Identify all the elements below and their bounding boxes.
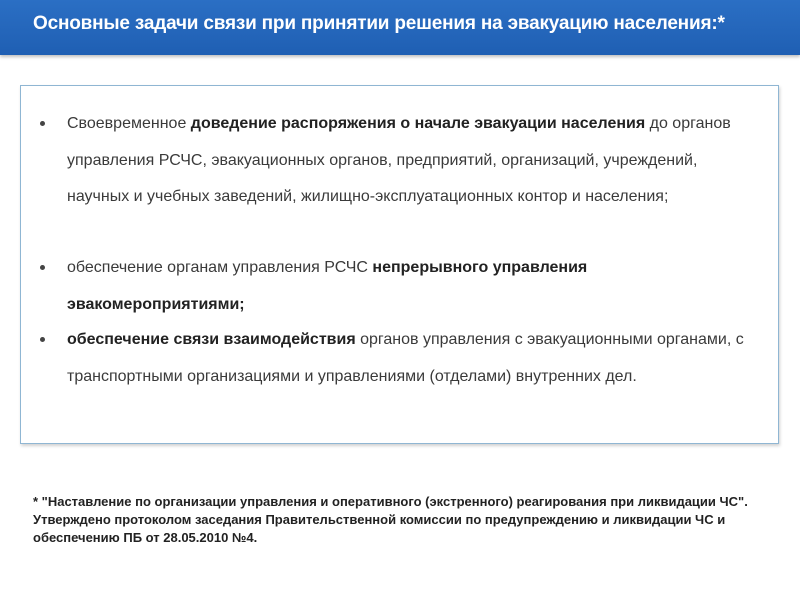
tasks-box <box>20 85 779 444</box>
task-text-2 <box>67 250 762 323</box>
footnote: * "Наставление по организации управления и оперативного (экстренного) реагирования при ликвидации ЧС". Утверждено протоколом заседания Правительственной комиссии по предупреждению и ликвидации ЧС и обеспечению ПБ от 28.05.2010 №4. <box>33 494 748 545</box>
task-1-pre: Своевременное <box>67 115 191 132</box>
task-3-bold: обеспечение связи взаимодействия <box>67 331 356 348</box>
slide-header <box>0 0 800 55</box>
task-1-post: до органов управления РСЧС, эвакуационных органов, предприятий, организаций, учреждений, научных и учебных заведений, жилищно-эксплуатационных контор и населения; <box>67 115 731 205</box>
task-text-1 <box>67 106 762 216</box>
task-2-pre: обеспечение органам управления РСЧС <box>67 259 373 276</box>
slide-title: Основные задачи связи при принятии решения на эвакуацию населения:* <box>33 13 725 34</box>
task-2-bold: непрерывного управления эвакомероприятиями; <box>67 259 588 313</box>
task-3-post: органов управления с эвакуационными органами, с транспортными организациями и управлениями (отделами) внутренних дел. <box>67 331 744 385</box>
bullet-icon <box>40 337 45 342</box>
bullet-icon <box>40 265 45 270</box>
task-text-3 <box>67 322 762 395</box>
bullet-icon <box>40 121 45 126</box>
task-1-bold: доведение распоряжения о начале эвакуации населения <box>190 115 646 132</box>
